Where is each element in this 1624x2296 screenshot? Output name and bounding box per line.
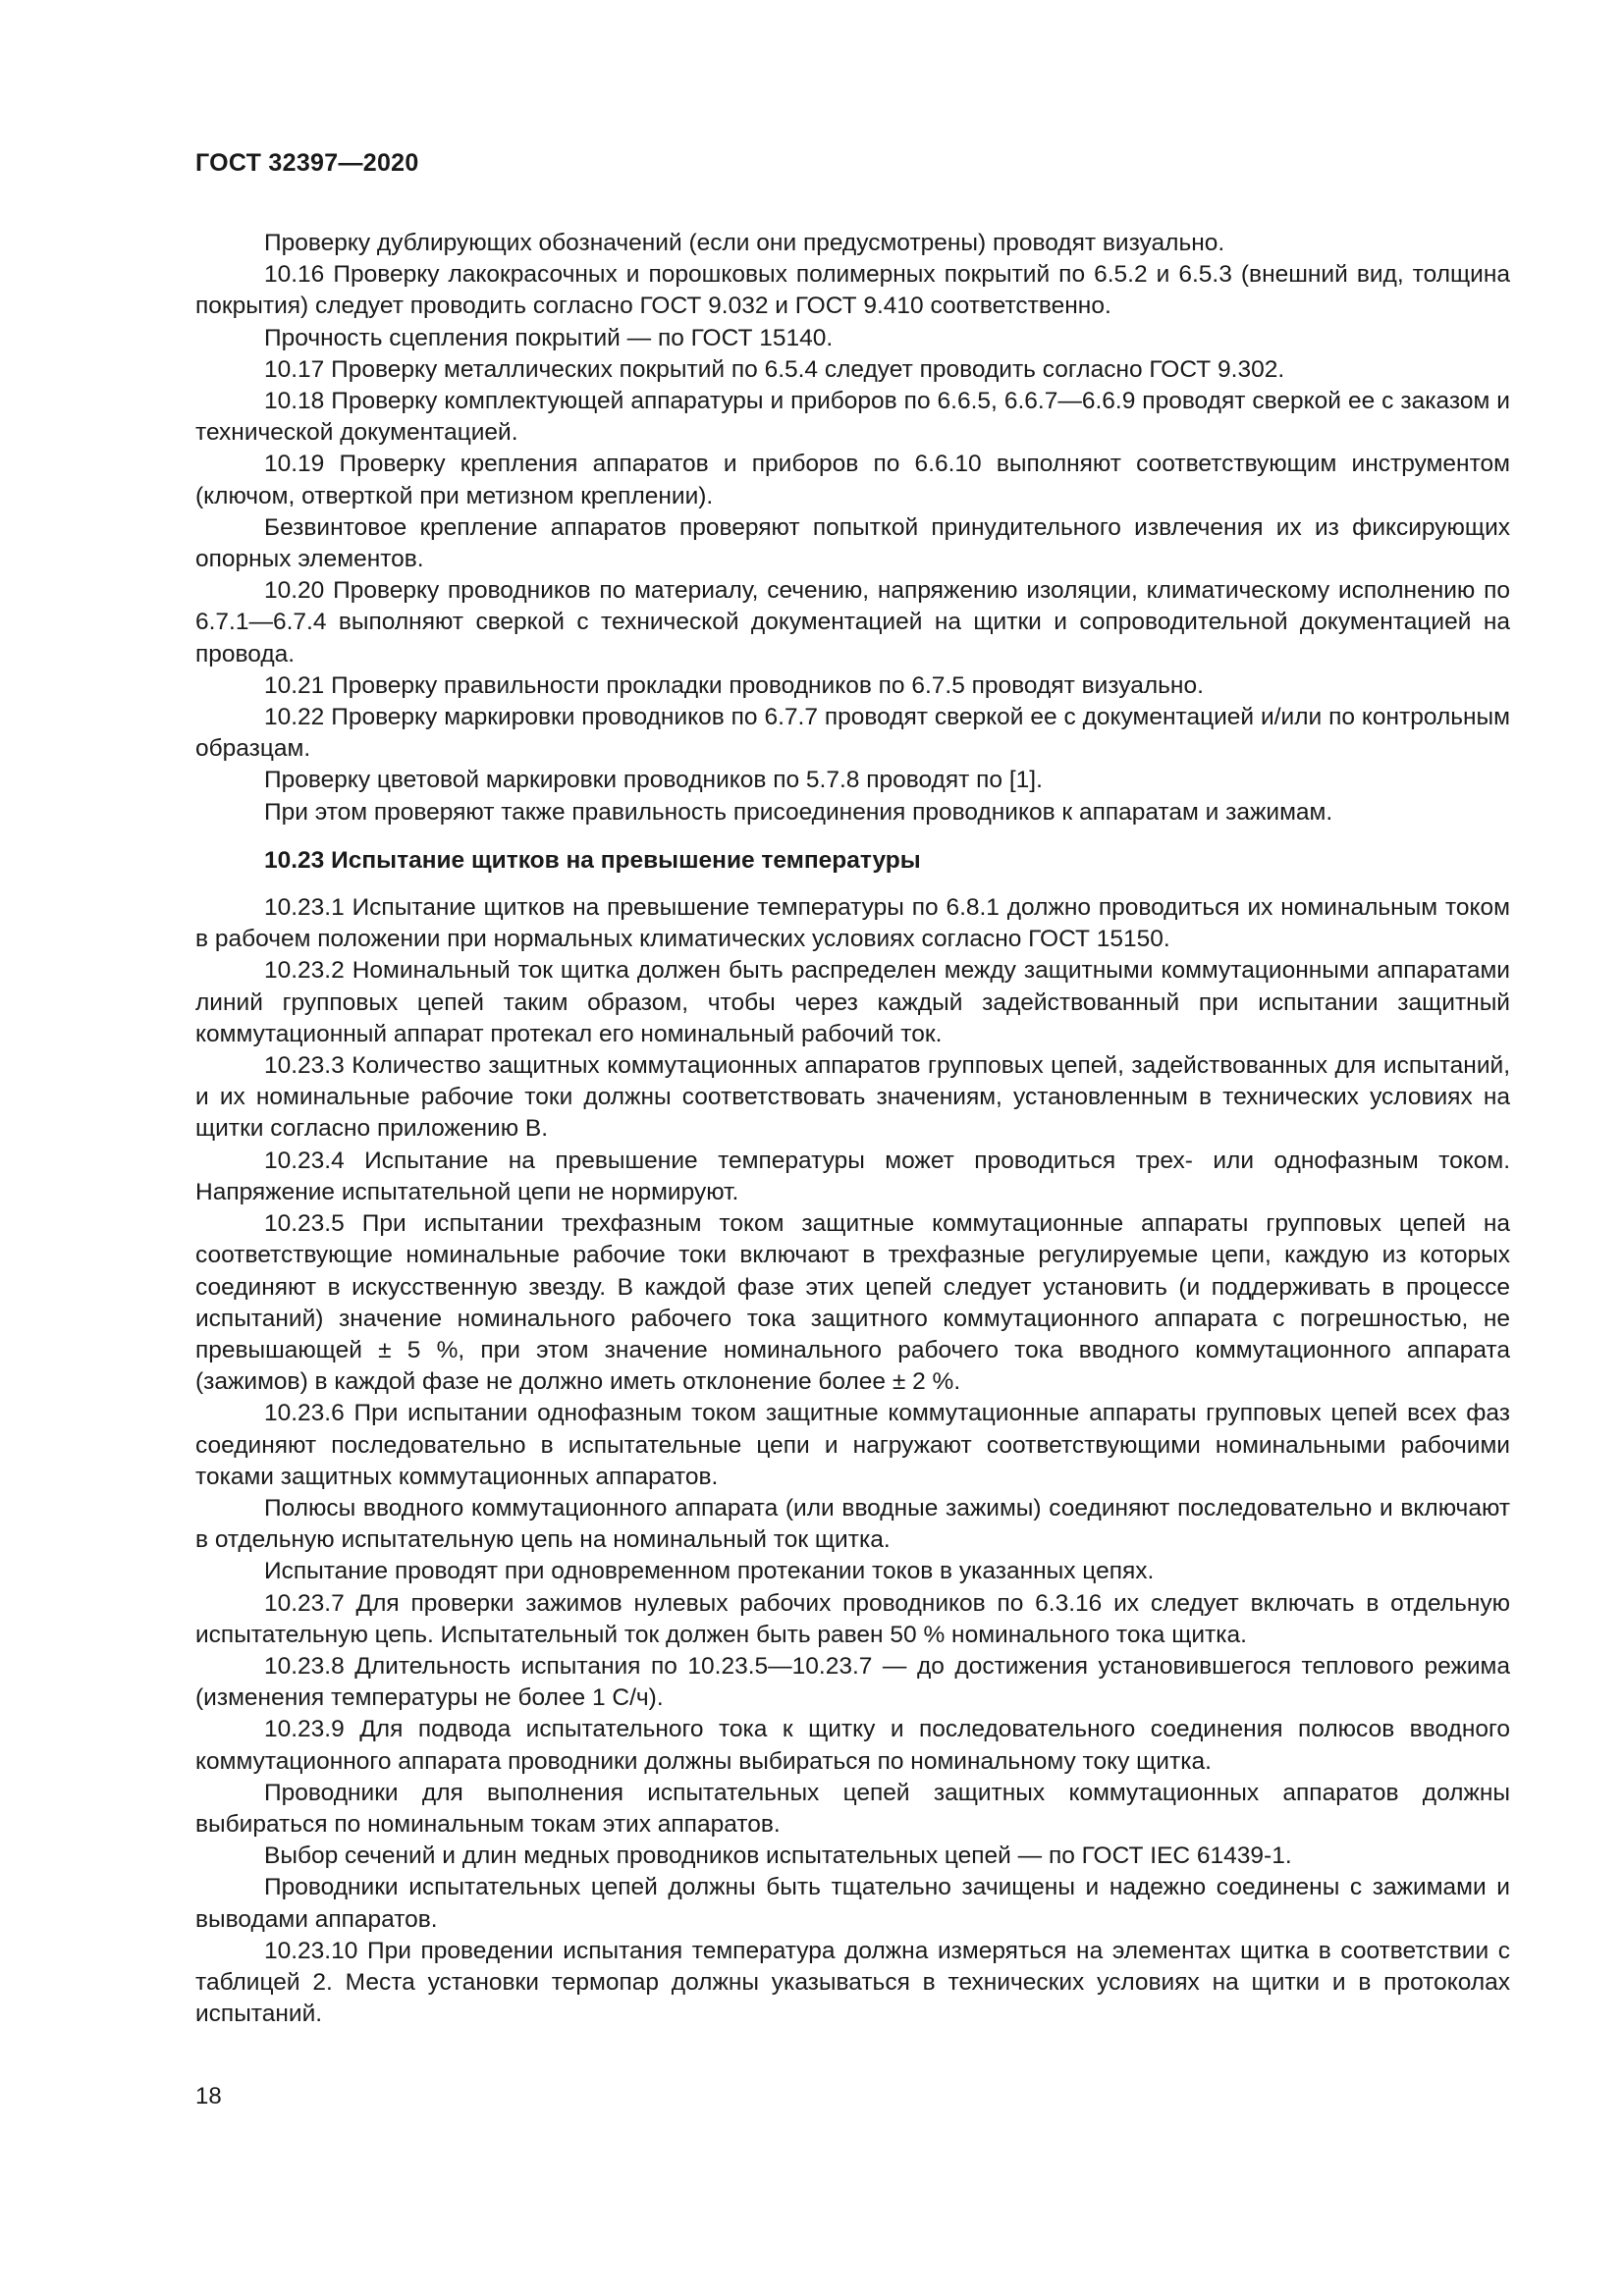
paragraph: Прочность сцепления покрытий — по ГОСТ 15140.	[264, 324, 834, 351]
paragraph: 10.23.5 При испытании трехфазным током защитные коммутационные аппараты групповых цепей на соответствующие номинальные рабочие токи включают в трехфазные регулируемые цепи, каждую из которых соединяют в искусственную звезду. В каждой фазе этих цепей следует установить (и поддерживать в процессе испытаний) значение номинального рабочего тока защитного коммутационного аппарата с погрешностью, не превышающей ± 5 %, при этом значение номинального рабочего тока вводного коммутационного аппарата (зажимов) в каждой фазе не должно иметь отклонение более ± 2 %.	[195, 1210, 1510, 1396]
paragraph: При этом проверяют также правильность присоединения проводников к аппаратам и зажимам.	[264, 798, 1333, 826]
paragraph: Проводники для выполнения испытательных цепей защитных коммутационных аппаратов должны выбираться по номинальным токам этих аппаратов.	[195, 1779, 1510, 1838]
paragraph: 10.20 Проверку проводников по материалу, сечению, напряжению изоляции, климатическому исполнению по 6.7.1—6.7.4 выполняют сверкой с технической документацией на щитки и сопроводительной документацией на провода.	[195, 577, 1510, 667]
paragraph: Проверку дублирующих обозначений (если они предусмотрены) проводят визуально.	[264, 230, 1225, 256]
paragraph: Проводники испытательных цепей должны быть тщательно зачищены и надежно соединены с зажимами и выводами аппаратов.	[195, 1874, 1510, 1933]
paragraph: 10.23.1 Испытание щитков на превышение температуры по 6.8.1 должно проводиться их номинальным током в рабочем положении при нормальных климатических условиях согласно ГОСТ 15150.	[195, 894, 1510, 953]
paragraph: 10.23.7 Для проверки зажимов нулевых рабочих проводников по 6.3.16 их следует включать в отдельную испытательную цепь. Испытательный ток должен быть равен 50 % номинального тока щитка.	[195, 1589, 1510, 1648]
paragraph: Проверку цветовой маркировки проводников по 5.7.8 проводят по [1].	[264, 767, 1043, 794]
document-body	[195, 228, 1510, 2030]
paragraph: 10.23.2 Номинальный ток щитка должен быть распределен между защитными коммутационными аппаратами линий групповых цепей таким образом, чтобы через каждый задействованный при испытании защитный коммутационный аппарат протекал его номинальный рабочий ток.	[195, 957, 1510, 1047]
paragraph: 10.18 Проверку комплектующей аппаратуры и приборов по 6.6.5, 6.6.7—6.6.9 проводят сверкой ее с заказом и технической документацией.	[195, 388, 1510, 447]
paragraph: 10.23.8 Длительность испытания по 10.23.5—10.23.7 — до достижения установившегося теплового режима (изменения температуры не более 1 С/ч).	[195, 1652, 1510, 1712]
paragraph: 10.21 Проверку правильности прокладки проводников по 6.7.5 проводят визуально.	[264, 671, 1204, 699]
paragraph: Выбор сечений и длин медных проводников испытательных цепей — по ГОСТ IEC 61439-1.	[264, 1842, 1292, 1870]
paragraph: 10.16 Проверку лакокрасочных и порошковых полимерных покрытий по 6.5.2 и 6.5.3 (внешний вид, толщина покрытия) следует проводить согласно ГОСТ 9.032 и ГОСТ 9.410 соответственно.	[195, 261, 1510, 320]
paragraph: 10.23.4 Испытание на превышение температуры может проводиться трех- или однофазным током. Напряжение испытательной цепи не нормируют.	[195, 1147, 1510, 1205]
paragraph: 10.19 Проверку крепления аппаратов и приборов по 6.6.10 выполняют соответствующим инструментом (ключом, отверткой при метизном креплении).	[195, 451, 1510, 509]
paragraph: 10.17 Проверку металлических покрытий по 6.5.4 следует проводить согласно ГОСТ 9.302.	[264, 355, 1285, 383]
paragraph: 10.23.10 При проведении испытания температура должна измеряться на элементах щитка в соответствии с таблицей 2. Места установки термопар должны указываться в технических условиях на щитки и в протоколах испытаний.	[195, 1937, 1510, 2028]
paragraph: 10.23.6 При испытании однофазным током защитные коммутационные аппараты групповых цепей всех фаз соединяют последовательно в испытательные цепи и нагружают соответствующими номинальными рабочими токами защитных коммутационных аппаратов.	[195, 1400, 1510, 1490]
document-header: ГОСТ 32397—2020	[195, 149, 419, 177]
paragraph: 10.22 Проверку маркировки проводников по 6.7.7 проводят сверкой ее с документацией и/или по контрольным образцам.	[195, 704, 1510, 763]
paragraph: 10.23.9 Для подвода испытательного тока к щитку и последовательного соединения полюсов вводного коммутационного аппарата проводники должны выбираться по номинальному току щитка.	[195, 1716, 1510, 1775]
section-heading: 10.23 Испытание щитков на превышение температуры	[264, 846, 921, 874]
paragraph: Полюсы вводного коммутационного аппарата (или вводные зажимы) соединяют последовательно и включают в отдельную испытательную цепь на номинальный ток щитка.	[195, 1494, 1510, 1554]
paragraph: 10.23.3 Количество защитных коммутационных аппаратов групповых цепей, задействованных для испытаний, и их номинальные рабочие токи должны соответствовать значениям, установленным в технических условиях на щитки согласно приложению В.	[195, 1052, 1510, 1143]
page-number: 18	[195, 2083, 222, 2109]
paragraph: Испытание проводят при одновременном протекании токов в указанных цепях.	[264, 1558, 1155, 1585]
paragraph: Безвинтовое крепление аппаратов проверяют попыткой принудительного извлечения их из фиксирующих опорных элементов.	[195, 513, 1510, 573]
